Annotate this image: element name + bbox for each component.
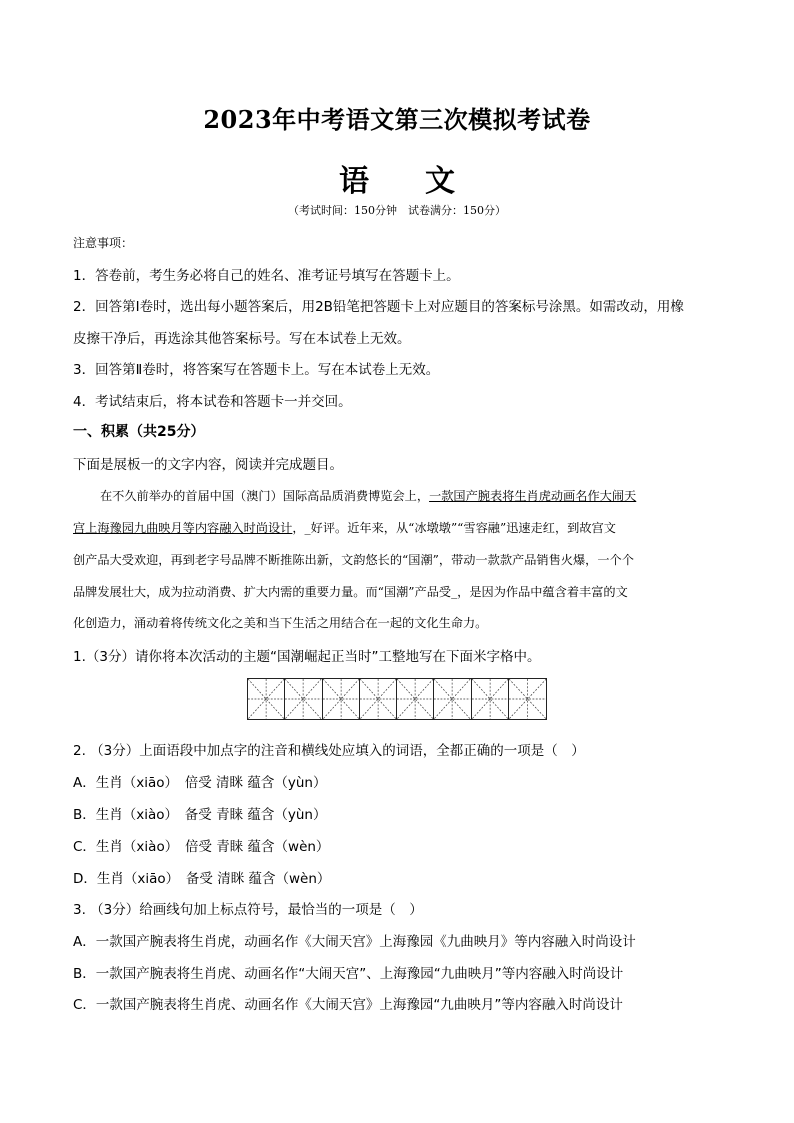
- q2-option-b[interactable]: B．生肖（xiào） 备受 青睐 蕴含（yùn）: [73, 807, 327, 823]
- mizi-cell[interactable]: [509, 679, 546, 719]
- q3-option-b[interactable]: B．一款国产腕表将生肖虎、动画名作“大闹天宫”、上海豫园“九曲映月”等内容融入时尚设计: [73, 966, 624, 982]
- notice-item: 4．考试结束后，将本试卷和答题卡一并交回。: [73, 394, 352, 410]
- underlined-sentence: 一款国产腕表将生肖虎动画名作大闹天: [429, 489, 637, 503]
- subject-char-2: 文: [425, 164, 455, 199]
- passage-line: 化创造力，涌动着将传统文化之美和当下生活之用结合在一起的文化生命力。: [73, 616, 488, 630]
- notice-item: 1．答卷前，考生务必将自己的姓名、准考证号填写在答题卡上。: [73, 268, 460, 284]
- q2-option-c[interactable]: C．生肖（xiào） 倍受 青睐 蕴含（wèn）: [73, 839, 330, 855]
- passage-line: 品牌发展壮大，成为拉动消费、扩大内需的重要力量。而“国潮”产品受_，是因为作品中蕴含着丰富的文: [73, 585, 628, 599]
- page-title: 2023年中考语文第三次模拟考试卷: [203, 105, 591, 134]
- question-1: 1.（3分）请你将本次活动的主题“国潮崛起正当时”工整地写在下面米字格中。: [73, 649, 541, 665]
- notice-item: 3．回答第Ⅱ卷时，将答案写在答题卡上。写在本试卷上无效。: [73, 362, 440, 378]
- mizi-cell[interactable]: [434, 679, 471, 719]
- q3-option-c[interactable]: C．一款国产腕表将生肖虎、动画名作《大闹天宫》上海豫园“九曲映月”等内容融入时尚设计: [73, 997, 623, 1013]
- mizi-cell[interactable]: [360, 679, 397, 719]
- q2-option-a[interactable]: A．生肖（xiāo） 倍受 清眯 蕴含（yùn）: [73, 775, 327, 791]
- mizi-grid[interactable]: [247, 678, 547, 720]
- passage-text: 在不久前举办的首届中国（澳门）国际高品质消费博览会上，: [100, 489, 430, 503]
- question-3: 3. （3分）给画线句加上标点符号，最恰当的一项是（ ）: [73, 902, 423, 918]
- passage-line: [73, 519, 723, 536]
- subject-char-1: 语: [339, 164, 369, 199]
- mizi-cell[interactable]: [472, 679, 509, 719]
- section-heading: 一、积累（共25分）: [73, 424, 205, 440]
- mizi-cell[interactable]: [397, 679, 434, 719]
- subject-title: [0, 156, 794, 200]
- passage-line: 创产品大受欢迎，再到老字号品牌不断推陈出新，文韵悠长的“国潮”，带动一款款产品销售火爆，一个个: [73, 553, 634, 567]
- notice-title: 注意事项：: [73, 236, 134, 250]
- mizi-cell[interactable]: [248, 679, 285, 719]
- q2-option-d[interactable]: D．生肖（xiāo） 备受 清眯 蕴含（wèn）: [73, 871, 331, 887]
- passage-text: ，_好评。近年来，从“冰墩墩”“雪容融”迅速走红，到故宫文: [292, 521, 616, 535]
- underlined-sentence: 宫上海豫园九曲映月等内容融入时尚设计: [73, 521, 293, 535]
- notice-item: 2．回答第Ⅰ卷时，选出每小题答案后，用2B铅笔把答题卡上对应题目的答案标号涂黑。如需改动，用橡: [73, 299, 684, 315]
- q3-option-a[interactable]: A．一款国产腕表将生肖虎，动画名作《大闹天宫》上海豫园《九曲映月》等内容融入时尚设计: [73, 934, 636, 950]
- mizi-cell[interactable]: [285, 679, 322, 719]
- section-intro: 下面是展板一的文字内容，阅读并完成题目。: [73, 457, 343, 473]
- notice-item: 皮擦干净后，再选涂其他答案标号。写在本试卷上无效。: [73, 331, 411, 347]
- exam-info: （考试时间：150分钟 试卷满分：150分）: [288, 204, 506, 217]
- mizi-cell[interactable]: [323, 679, 360, 719]
- passage-line: [100, 487, 750, 504]
- question-2: 2. （3分）上面语段中加点字的注音和横线处应填入的词语，全都正确的一项是（ ）: [73, 743, 585, 759]
